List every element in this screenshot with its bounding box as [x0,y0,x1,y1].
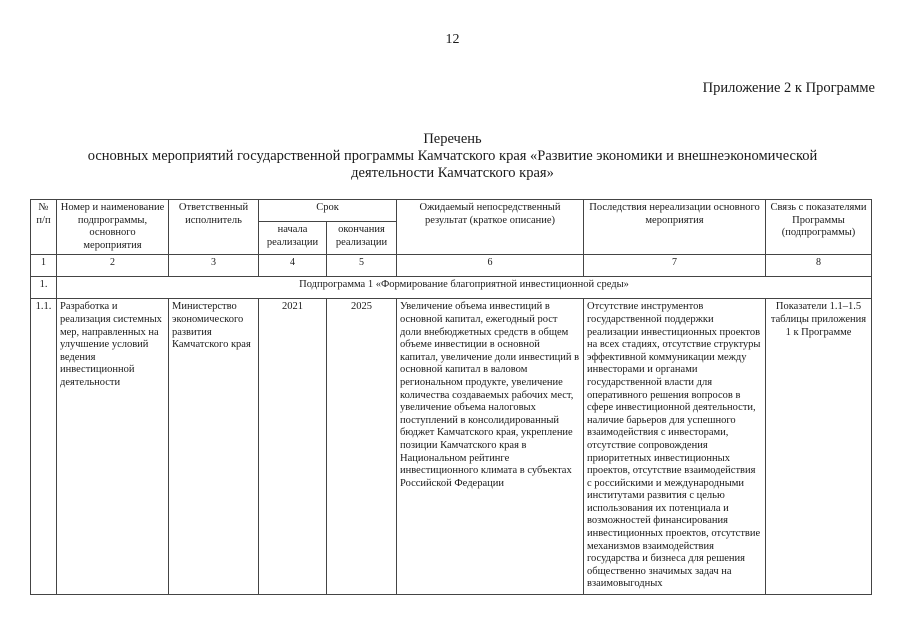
title-line-3: деятельности Камчатского края» [351,165,554,181]
header-executor: Ответственный исполнитель [169,200,259,255]
column-number: 5 [327,255,397,277]
header-consequences: Последствия нереализации основного мероприятия [584,200,766,255]
title-line-2: основных мероприятий государственной программы Камчатского края «Развитие экономики и внешнеэкономической [87,148,818,164]
subprogram-num: 1. [31,277,57,299]
activities-table [30,199,872,595]
row-end-year: 2025 [327,299,397,595]
appendix-label: Приложение 2 к Программе [702,80,875,96]
table-row [31,299,872,595]
column-numbers-row [31,255,872,277]
page-number: 12 [445,32,460,47]
column-number: 6 [397,255,584,277]
column-number: 7 [584,255,766,277]
subprogram-row [31,277,872,299]
column-number: 8 [766,255,872,277]
row-executor: Министерство экономического развития Камчатского края [169,299,259,595]
row-consequences: Отсутствие инструментов государственной поддержки реализации инвестиционных проектов на всех стадиях, отсутствие структуры эффективной коммуникации между инвесторами и органами государственной власти для оперативного решения вопросов в сфере инвестиционной деятельности, наличие барьеров для успешного взаимодействия с инвесторами, отсутствие сопровождения приоритетных инвестиционных проектов, отсутствие взаимодействия с российскими и международными институтами развития с целью использования их потенциала и возможностей финансирования инвестиционных проектов, отсутствие механизмов взаимодействия государства и бизнеса для решения общественно значимых задач на взаимовыгодных [584,299,766,595]
row-activity-name: Разработка и реализация системных мер, направленных на улучшение условий ведения инвестиционной деятельности [57,299,169,595]
row-indicator-link: Показатели 1.1–1.5 таблицы приложения 1 к Программе [766,299,872,595]
title-line-1: Перечень [423,131,482,147]
header-row-1 [31,200,872,222]
document-title [40,131,865,182]
subprogram-title: Подпрограмма 1 «Формирование благоприятной инвестиционной среды» [57,277,872,299]
column-number: 3 [169,255,259,277]
row-expected-result: Увеличение объема инвестиций в основной капитал, ежегодный рост доли внебюджетных средств в общем объеме инвестиции в основной капитал, увеличение доли инвестиций в основной капитал в валовом региональном продукте, увеличение количества создаваемых рабочих мест, увеличение объема налоговых поступлений в консолидированный бюджет Камчатского края, укрепление позиции Камчатского края в Национальном рейтинге инвестиционного климата в субъектах Российской Федерации [397,299,584,595]
header-name: Номер и наименование подпрограммы, основного мероприятия [57,200,169,255]
row-start-year: 2021 [259,299,327,595]
column-number: 1 [31,255,57,277]
column-number: 4 [259,255,327,277]
header-start: начала реализации [259,222,327,255]
header-result: Ожидаемый непосредственный результат (краткое описание) [397,200,584,255]
header-num: № п/п [31,200,57,255]
header-term: Срок [259,200,397,222]
header-end: окончания реализации [327,222,397,255]
column-number: 2 [57,255,169,277]
row-num: 1.1. [31,299,57,595]
header-link: Связь с показателями Программы (подпрограммы) [766,200,872,255]
